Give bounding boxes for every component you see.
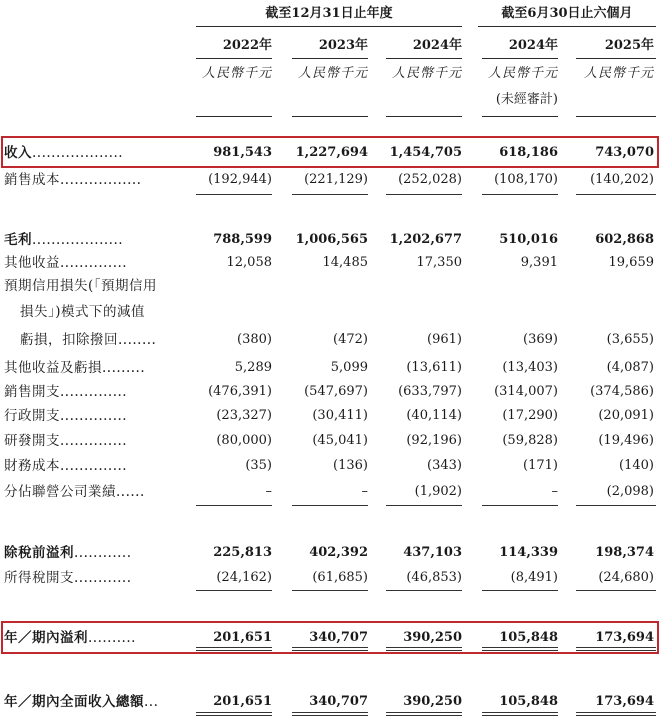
row-value: (476,391) <box>208 384 272 399</box>
row-value: (633,797) <box>398 384 462 399</box>
row-value: (19,496) <box>598 433 654 448</box>
row-label <box>4 694 158 710</box>
row-label <box>4 255 127 271</box>
row-value: 17,350 <box>416 255 462 270</box>
header-group-half-rule <box>478 26 656 27</box>
row-label-text: 毛利 <box>4 232 32 248</box>
row-value: (20,091) <box>598 408 654 423</box>
row-label-text: 分佔聯營公司業績 <box>4 484 116 500</box>
row-label-leader-dots: .......... <box>88 630 136 646</box>
col-unit-4: 人民幣千元 <box>583 66 654 81</box>
row-label <box>4 458 127 474</box>
row-value: 201,651 <box>213 694 272 709</box>
row-value: (24,680) <box>598 570 654 585</box>
row-value: – <box>551 484 558 499</box>
double-rule-profit <box>292 647 368 651</box>
row-value: 510,016 <box>499 232 558 247</box>
row-value: 19,659 <box>608 255 654 270</box>
row-value: 618,186 <box>499 145 558 160</box>
row-label <box>4 484 145 500</box>
row-value: (252,028) <box>398 172 462 187</box>
header-bottom-rule-2 <box>386 116 462 117</box>
row-value: 173,694 <box>595 630 654 645</box>
row-value: (140) <box>619 458 654 473</box>
row-label-text: 年／期內溢利 <box>4 630 88 646</box>
row-value: (40,114) <box>406 408 462 423</box>
rule-after-cost <box>292 194 368 195</box>
row-value: (13,403) <box>502 360 558 375</box>
rule-after-associates <box>576 505 656 506</box>
col-rule-3 <box>482 58 558 59</box>
rule-after-tax <box>482 590 558 591</box>
col-unit-2: 人民幣千元 <box>391 66 462 81</box>
row-label-text: 年／期內全面收入總額 <box>4 694 144 710</box>
col-year-2022: 2022年 <box>222 38 272 53</box>
row-value: 340,707 <box>309 694 368 709</box>
double-rule-total <box>482 712 558 716</box>
double-rule-total <box>576 712 656 716</box>
row-label-leader-dots: ................. <box>60 172 142 188</box>
row-value: 225,813 <box>213 545 272 560</box>
col-year-2023: 2023年 <box>318 38 368 53</box>
row-value: 1,454,705 <box>389 145 462 160</box>
row-label-text: 銷售開支 <box>4 384 60 400</box>
row-label-text: 除稅前溢利 <box>4 545 74 561</box>
rule-after-cost <box>482 194 558 195</box>
row-value: (92,196) <box>406 433 462 448</box>
rule-after-tax <box>196 590 272 591</box>
row-value: 402,392 <box>309 545 368 560</box>
col-rule-1 <box>292 58 368 59</box>
double-rule-profit <box>196 647 272 651</box>
row-label <box>4 630 136 646</box>
row-value: (23,327) <box>216 408 272 423</box>
row-value: 788,599 <box>213 232 272 247</box>
row-value: 198,374 <box>595 545 654 560</box>
row-label-leader-dots: ............ <box>74 570 132 586</box>
col-year-2024: 2024年 <box>412 38 462 53</box>
row-label: 損失」)模式下的減值 <box>20 304 146 320</box>
row-value: 201,651 <box>213 630 272 645</box>
row-value: (369) <box>523 332 558 347</box>
row-value: 12,058 <box>226 255 272 270</box>
row-value: 173,694 <box>595 694 654 709</box>
row-value: 981,543 <box>213 145 272 160</box>
header-group-year: 截至12月31日止年度 <box>265 6 393 21</box>
row-label <box>4 545 132 561</box>
row-value: (2,098) <box>606 484 654 499</box>
row-value: 390,250 <box>403 630 462 645</box>
row-value: (140,202) <box>590 172 654 187</box>
row-value: (472) <box>333 332 368 347</box>
row-value: (108,170) <box>494 172 558 187</box>
row-value: (221,129) <box>304 172 368 187</box>
row-value: (35) <box>245 458 272 473</box>
row-label-leader-dots: ............ <box>74 545 132 561</box>
row-value: (1,902) <box>414 484 462 499</box>
row-value: (314,007) <box>494 384 558 399</box>
row-label-text: 行政開支 <box>4 408 60 424</box>
col-unit-1: 人民幣千元 <box>297 66 368 81</box>
row-value: (4,087) <box>606 360 654 375</box>
row-value: (30,411) <box>312 408 368 423</box>
row-label-leader-dots: ................... <box>32 145 124 161</box>
row-label-leader-dots: .............. <box>60 384 128 400</box>
rule-after-associates <box>292 505 368 506</box>
row-label-text: 收入 <box>4 145 32 161</box>
row-label-text: 其他收益 <box>4 255 60 271</box>
double-rule-total <box>292 712 368 716</box>
header-group-year-rule <box>196 26 462 27</box>
row-value: (343) <box>427 458 462 473</box>
double-rule-total <box>386 712 462 716</box>
row-value: (192,944) <box>208 172 272 187</box>
header-bottom-rule-0 <box>196 116 272 117</box>
row-value: 743,070 <box>595 145 654 160</box>
header-group-half: 截至6月30日止六個月 <box>501 6 633 21</box>
rule-after-tax <box>576 590 656 591</box>
row-value: 5,099 <box>330 360 368 375</box>
row-label: 預期信用損失(「預期信用 <box>4 278 158 294</box>
row-label-leader-dots: .............. <box>60 458 128 474</box>
row-label-leader-dots: ................... <box>32 232 124 248</box>
row-value: 105,848 <box>499 694 558 709</box>
col-unit-3: 人民幣千元 <box>487 66 558 81</box>
row-value: 437,103 <box>403 545 462 560</box>
double-rule-profit <box>576 647 656 651</box>
row-value: (3,655) <box>606 332 654 347</box>
row-value: 114,339 <box>499 545 558 560</box>
rule-after-associates <box>196 505 272 506</box>
row-value: 105,848 <box>499 630 558 645</box>
row-value: 1,227,694 <box>295 145 368 160</box>
row-label-text: 其他收益及虧損 <box>4 360 102 376</box>
row-label <box>4 145 123 161</box>
col-year-2025-half: 2025年 <box>604 38 654 53</box>
header-bottom-rule-1 <box>292 116 368 117</box>
row-label <box>4 570 132 586</box>
row-label-leader-dots: ......... <box>102 360 146 376</box>
row-value: 14,485 <box>322 255 368 270</box>
row-value: (24,162) <box>216 570 272 585</box>
row-value: 390,250 <box>403 694 462 709</box>
row-value: 9,391 <box>520 255 558 270</box>
row-label-leader-dots: .............. <box>60 408 128 424</box>
row-label-text: 研發開支 <box>4 433 60 449</box>
col-rule-4 <box>576 58 656 59</box>
double-rule-profit <box>482 647 558 651</box>
row-label-text: 銷售成本 <box>4 172 60 188</box>
row-value: (136) <box>333 458 368 473</box>
rule-after-associates <box>386 505 462 506</box>
col-year-2024-half: 2024年 <box>508 38 558 53</box>
row-value: (961) <box>427 332 462 347</box>
rule-after-tax <box>386 590 462 591</box>
col-rule-2 <box>386 58 462 59</box>
row-value: (61,685) <box>312 570 368 585</box>
row-value: – <box>265 484 272 499</box>
row-value: (380) <box>237 332 272 347</box>
double-rule-profit <box>386 647 462 651</box>
row-value: 340,707 <box>309 630 368 645</box>
rule-after-cost <box>576 194 656 195</box>
row-label <box>4 433 127 449</box>
col-rule-0 <box>196 58 272 59</box>
rule-after-cost <box>386 194 462 195</box>
row-label: 虧損，扣除撥回........ <box>20 332 157 348</box>
double-rule-total <box>196 712 272 716</box>
row-label <box>4 172 141 188</box>
row-value: (46,853) <box>406 570 462 585</box>
row-label-text: 財務成本 <box>4 458 60 474</box>
rule-after-associates <box>482 505 558 506</box>
row-value: (17,290) <box>502 408 558 423</box>
row-label-leader-dots: ... <box>144 694 159 710</box>
row-label-leader-dots: .............. <box>60 433 128 449</box>
row-label <box>4 360 145 376</box>
header-bottom-rule-3 <box>482 116 558 117</box>
row-value: 602,868 <box>595 232 654 247</box>
row-label <box>4 232 123 248</box>
row-value: (59,828) <box>502 433 558 448</box>
row-value: – <box>361 484 368 499</box>
row-label <box>4 408 127 424</box>
row-value: (80,000) <box>216 433 272 448</box>
row-value: (171) <box>523 458 558 473</box>
row-label-leader-dots: .............. <box>60 255 128 271</box>
row-value: (8,491) <box>510 570 558 585</box>
row-value: 1,202,677 <box>389 232 462 247</box>
row-value: 1,006,565 <box>295 232 368 247</box>
row-label-leader-dots: ...... <box>116 484 145 500</box>
rule-after-cost <box>196 194 272 195</box>
row-label-text: 所得稅開支 <box>4 570 74 586</box>
row-value: (45,041) <box>312 433 368 448</box>
col-unit-0: 人民幣千元 <box>201 66 272 81</box>
row-label <box>4 384 127 400</box>
row-value: (547,697) <box>304 384 368 399</box>
col-note-unaudited: (未經審計) <box>495 92 558 107</box>
row-value: 5,289 <box>234 360 272 375</box>
row-value: (374,586) <box>590 384 654 399</box>
header-bottom-rule-4 <box>576 116 656 117</box>
rule-after-tax <box>292 590 368 591</box>
row-value: (13,611) <box>406 360 462 375</box>
